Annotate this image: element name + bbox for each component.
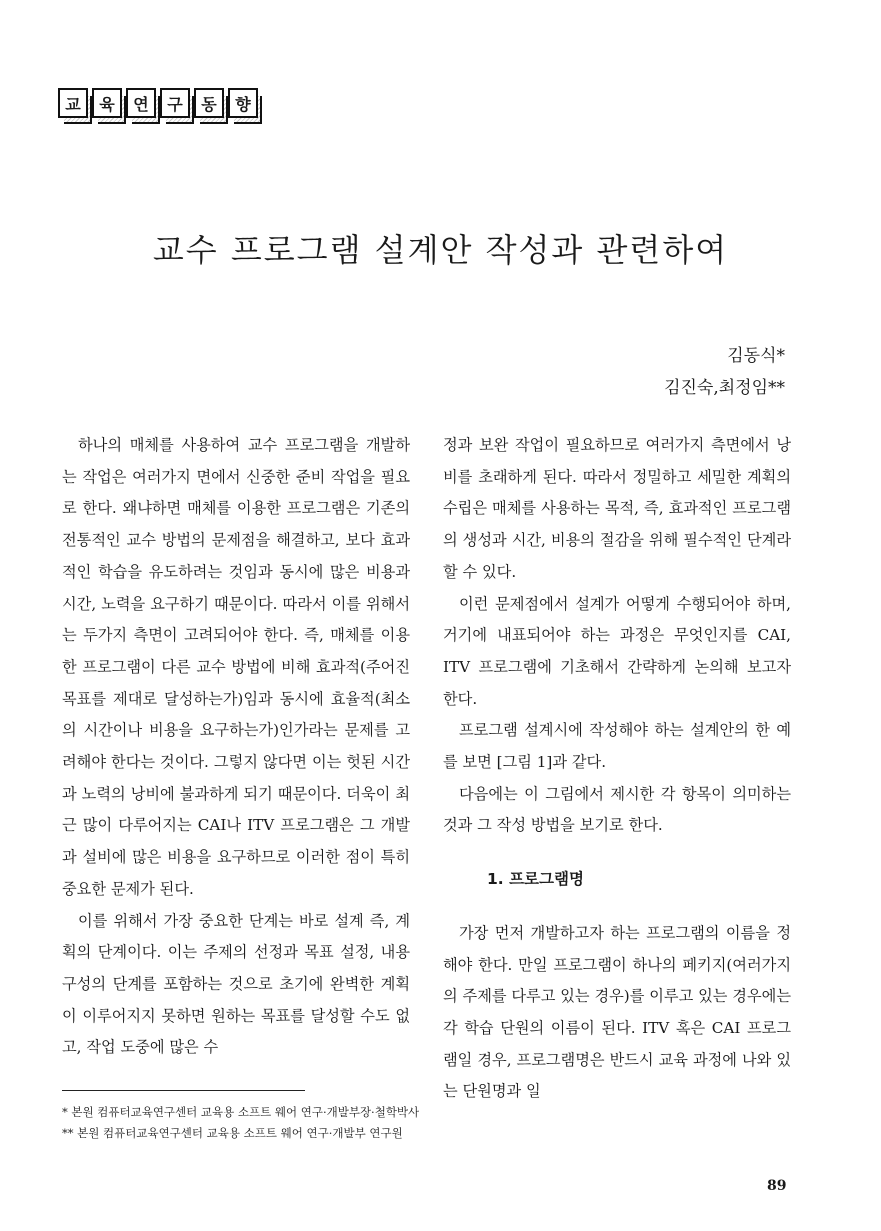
section-label-char: 교	[58, 88, 90, 128]
left-column	[62, 430, 410, 1064]
footnote: * 본원 컴퓨터교육연구센터 교육용 소프트 웨어 연구·개발부장·철학박사	[62, 1105, 420, 1119]
authors-block	[664, 340, 785, 404]
body-paragraph: 다음에는 이 그림에서 제시한 각 항목이 의미하는 것과 그 작성 방법을 보기로 한다.	[443, 784, 791, 835]
footnotes	[62, 1102, 419, 1144]
body-paragraph: 이를 위해서 가장 중요한 단계는 바로 설계 즉, 계획의 단계이다. 이는 주제의 선정과 목표 설정, 내용 구성의 단계를 포함하는 것으로 초기에 완벽한 계획이 이루어지지 못하면 원하는 목표를 달성할 수도 없고, 작업 도중에 많은 수	[62, 911, 410, 1057]
right-column	[443, 430, 791, 1108]
footnote: ** 본원 컴퓨터교육연구센터 교육용 소프트 웨어 연구·개발부 연구원	[62, 1126, 403, 1140]
body-paragraph: 가장 먼저 개발하고자 하는 프로그램의 이름을 정해야 한다. 만일 프로그램이 하나의 페키지(여러가지의 주제를 다루고 있는 경우)를 이루고 있는 경우에는 각 학습 단원의 이름이 된다. ITV 혹은 CAI 프로그램일 경우, 프로그램명은 반드시 교육 과정에 나와 있는 단원명과 일	[443, 923, 791, 1101]
section-label-banner	[58, 88, 260, 128]
author-primary: 김동식*	[727, 346, 785, 366]
body-paragraph: 이런 문제점에서 설계가 어떻게 수행되어야 하며, 거기에 내표되어야 하는 과정은 무엇인지를 CAI, ITV 프로그램에 기초해서 간략하게 논의해 보고자 한다.	[443, 594, 791, 708]
section-heading: 1. 프로그램명	[487, 870, 584, 889]
section-label-char: 연	[126, 88, 158, 128]
section-label-char: 구	[160, 88, 192, 128]
page-number: 89	[767, 1178, 787, 1194]
footnote-divider	[62, 1090, 305, 1091]
body-paragraph: 하나의 매체를 사용하여 교수 프로그램을 개발하는 작업은 여러가지 면에서 신중한 준비 작업을 필요로 한다. 왜냐하면 매체를 이용한 프로그램은 기존의 전통적인 교수 방법의 문제점을 해결하고, 보다 효과적인 학습을 유도하려는 것임과 동시에 많은 비용과 시간, 노력을 요구하기 때문이다. 따라서 이를 위해서는 두가지 측면이 고려되어야 한다. 즉, 매체를 이용한 프로그램이 다른 교수 방법에 비해 효과적(주어진 목표를 제대로 달성하는가)임과 동시에 효율적(최소의 시간이나 비용을 요구하는가)인가라는 문제를 고려해야 한다는 것이다. 그렇지 않다면 이는 헛된 시간과 노력의 낭비에 불과하게 되기 때문이다. 더욱이 최근 많이 다루어지는 CAI나 ITV 프로그램은 그 개발과 설비에 많은 비용을 요구하므로 이러한 점이 특히 중요한 문제가 된다.	[62, 436, 410, 898]
author-secondary: 김진숙,최정임**	[664, 378, 785, 398]
article-title: 교수 프로그램 설계안 작성과 관련하여	[152, 231, 729, 270]
section-label-char: 육	[92, 88, 124, 128]
section-label-char: 향	[228, 88, 260, 128]
body-paragraph-continuation: 정과 보완 작업이 필요하므로 여러가지 측면에서 낭비를 초래하게 된다. 따라서 정밀하고 세밀한 계획의 수립은 매체를 사용하는 목적, 즉, 효과적인 프로그램의 생성과 시간, 비용의 절감을 위해 필수적인 단계라 할 수 있다.	[443, 436, 791, 581]
section-label-char: 동	[194, 88, 226, 128]
body-paragraph: 프로그램 설계시에 작성해야 하는 설계안의 한 예를 보면 [그림 1]과 같다.	[443, 721, 791, 772]
